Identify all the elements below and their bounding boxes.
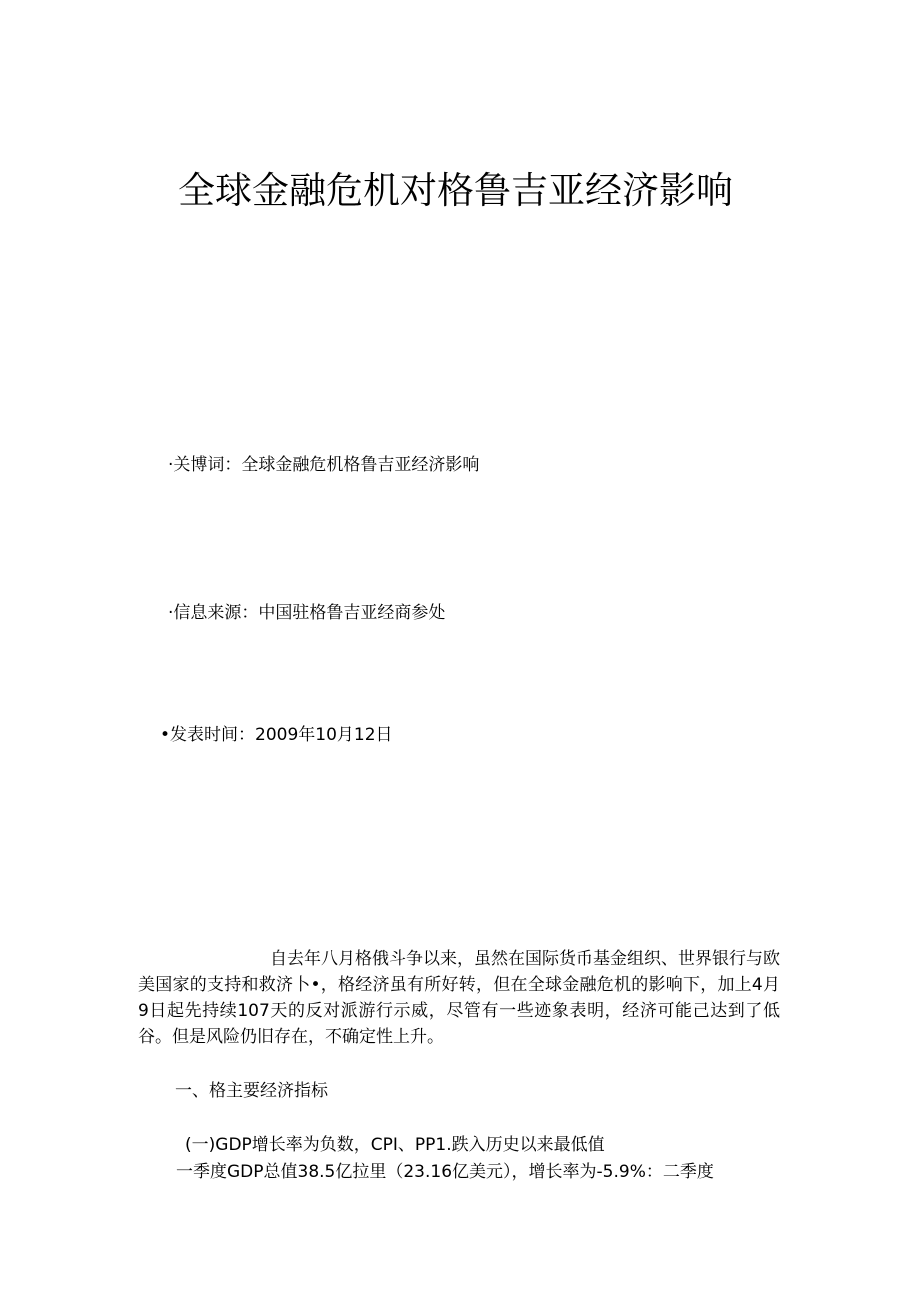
source-line: ·信息来源：中国驻格鲁吉亚经商参处 xyxy=(168,603,446,623)
intro-paragraph: 自去年八月格俄斗争以来，虽然在国际货币基金组织、世界银行与欧美国家的支持和救济卜•，格经济虽有所好转，但在全球金融危机的影响下，加上4月9日起先持续107天的反对派游行示威，尽管有一些迹象表明，经济可能己达到了低谷。但是风险仍旧存在，不确定性上升。 xyxy=(138,949,780,1047)
subsection-heading: (一)GDP增长率为负数，CPI、PP1.跌入历史以来最低值 xyxy=(185,1135,605,1155)
publish-date-line: •发表时间：2009年10月12日 xyxy=(160,725,393,745)
body-text-line: 一季度GDP总值38.5亿拉里（23.16亿美元），增长率为-5.9%：二季度 xyxy=(176,1162,714,1182)
section-heading: 一、格主要经济指标 xyxy=(175,1081,328,1101)
document-title: 全球金融危机对格鲁吉亚经济影响 xyxy=(178,169,733,212)
keywords-line: ·关博词：全球金融危机格鲁吉亚经济影响 xyxy=(168,455,480,475)
